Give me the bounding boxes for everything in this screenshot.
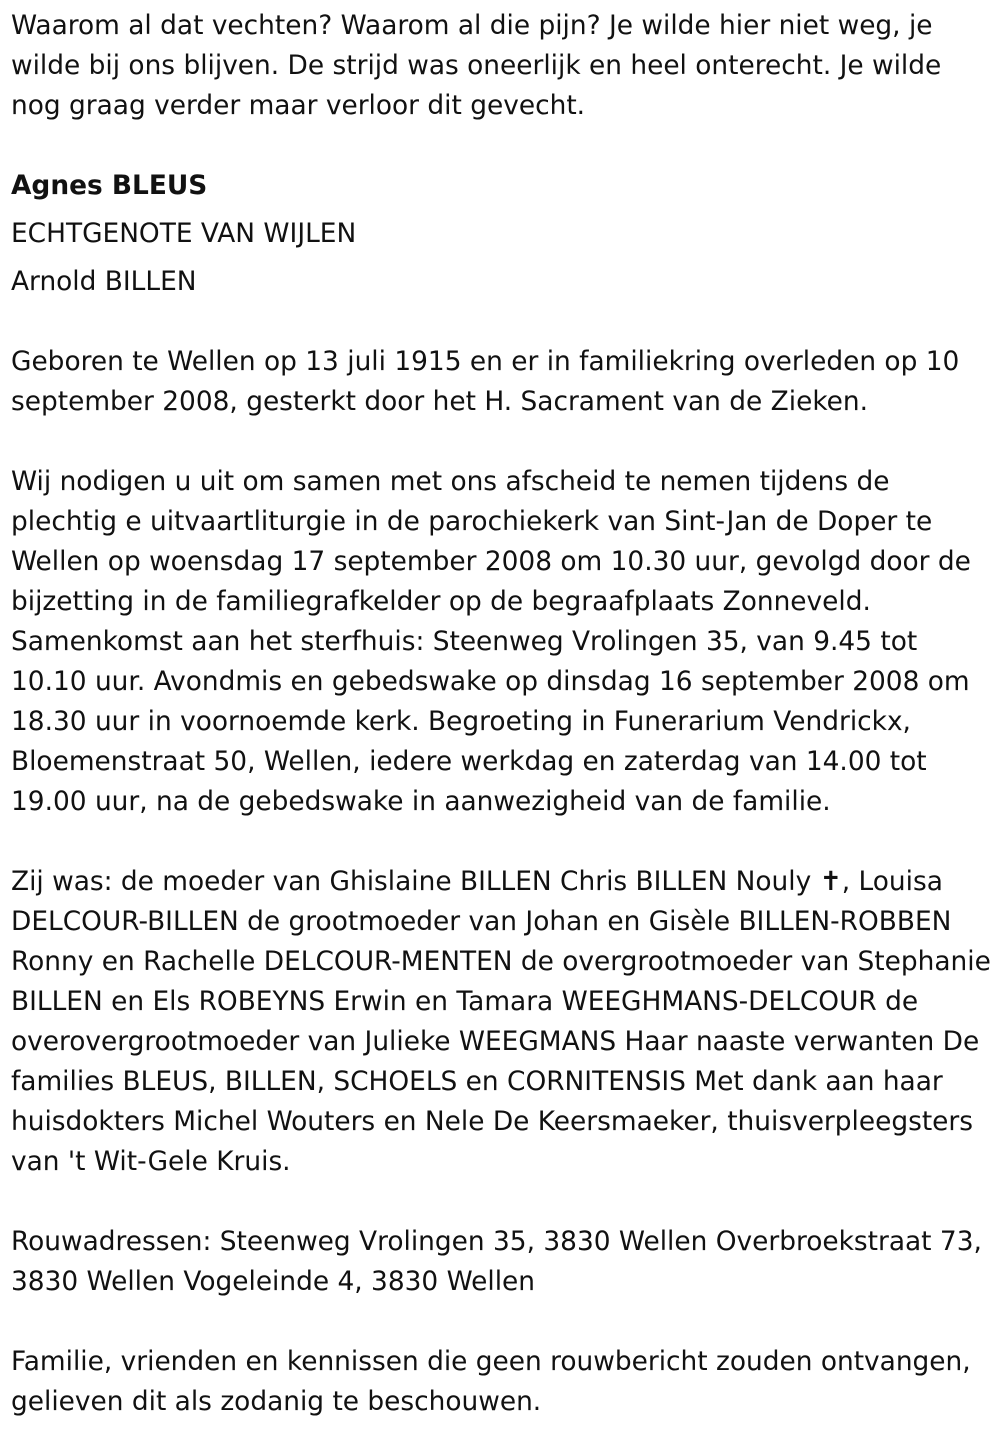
deceased-block [11, 166, 991, 302]
relation-line: ECHTGENOTE VAN WIJLEN [11, 218, 357, 249]
obituary-document [11, 6, 991, 1422]
family-paragraph [11, 862, 991, 1182]
closing-paragraph: Familie, vrienden en kennissen die geen rouwbericht zouden ontvangen, gelieven dit als zodanig te beschouwen. [11, 1346, 971, 1417]
deceased-name: Agnes BLEUS [11, 170, 208, 201]
birth-death-paragraph: Geboren te Wellen op 13 juli 1915 en er in familiekring overleden op 10 september 2008, gesterkt door het H. Sacrament van de Zieken. [11, 346, 960, 417]
family-text-before-cross: Zij was: de moeder van Ghislaine BILLEN Chris BILLEN Nouly [11, 866, 820, 897]
ceremony-paragraph: Wij nodigen u uit om samen met ons afscheid te nemen tijdens de plechtig e uitvaartliturgie in de parochiekerk van Sint-Jan de Doper te Wellen op woensdag 17 september 2008 om 10.30 uur, gevolgd door de bijzetting in de familiegrafkelder op de begraafplaats Zonneveld. Samenkomst aan het sterfhuis: Steenweg Vrolingen 35, van 9.45 tot 10.10 uur. Avondmis en gebedswake op dinsdag 16 september 2008 om 18.30 uur in voornoemde kerk. Begroeting in Funerarium Vendrickx, Bloemenstraat 50, Wellen, iedere werkdag en zaterdag van 14.00 tot 19.00 uur, na de gebedswake in aanwezigheid van de familie. [11, 466, 971, 817]
family-text-after-cross: , Louisa DELCOUR-BILLEN de grootmoeder van Johan en Gisèle BILLEN-ROBBEN Ronny en Rachelle DELCOUR-MENTEN de overgrootmoeder van Stephanie BILLEN en Els ROBEYNS Erwin en Tamara WEEGHMANS-DELCOUR de overovergrootmoeder van Julieke WEEGMANS Haar naaste verwanten De families BLEUS, BILLEN, SCHOELS en CORNITENSIS Met dank aan haar huisdokters Michel Wouters en Nele De Keersmaeker, thuisverpleegsters van 't Wit-Gele Kruis. [11, 866, 991, 1177]
addresses-paragraph: Rouwadressen: Steenweg Vrolingen 35, 3830 Wellen Overbroekstraat 73, 3830 Wellen Vogeleinde 4, 3830 Wellen [11, 1226, 982, 1297]
cross-icon: ✝ [819, 866, 842, 897]
spouse-name: Arnold BILLEN [11, 266, 197, 297]
intro-paragraph: Waarom al dat vechten? Waarom al die pijn? Je wilde hier niet weg, je wilde bij ons blijven. De strijd was oneerlijk en heel onterecht. Je wilde nog graag verder maar verloor dit gevecht. [11, 10, 942, 121]
